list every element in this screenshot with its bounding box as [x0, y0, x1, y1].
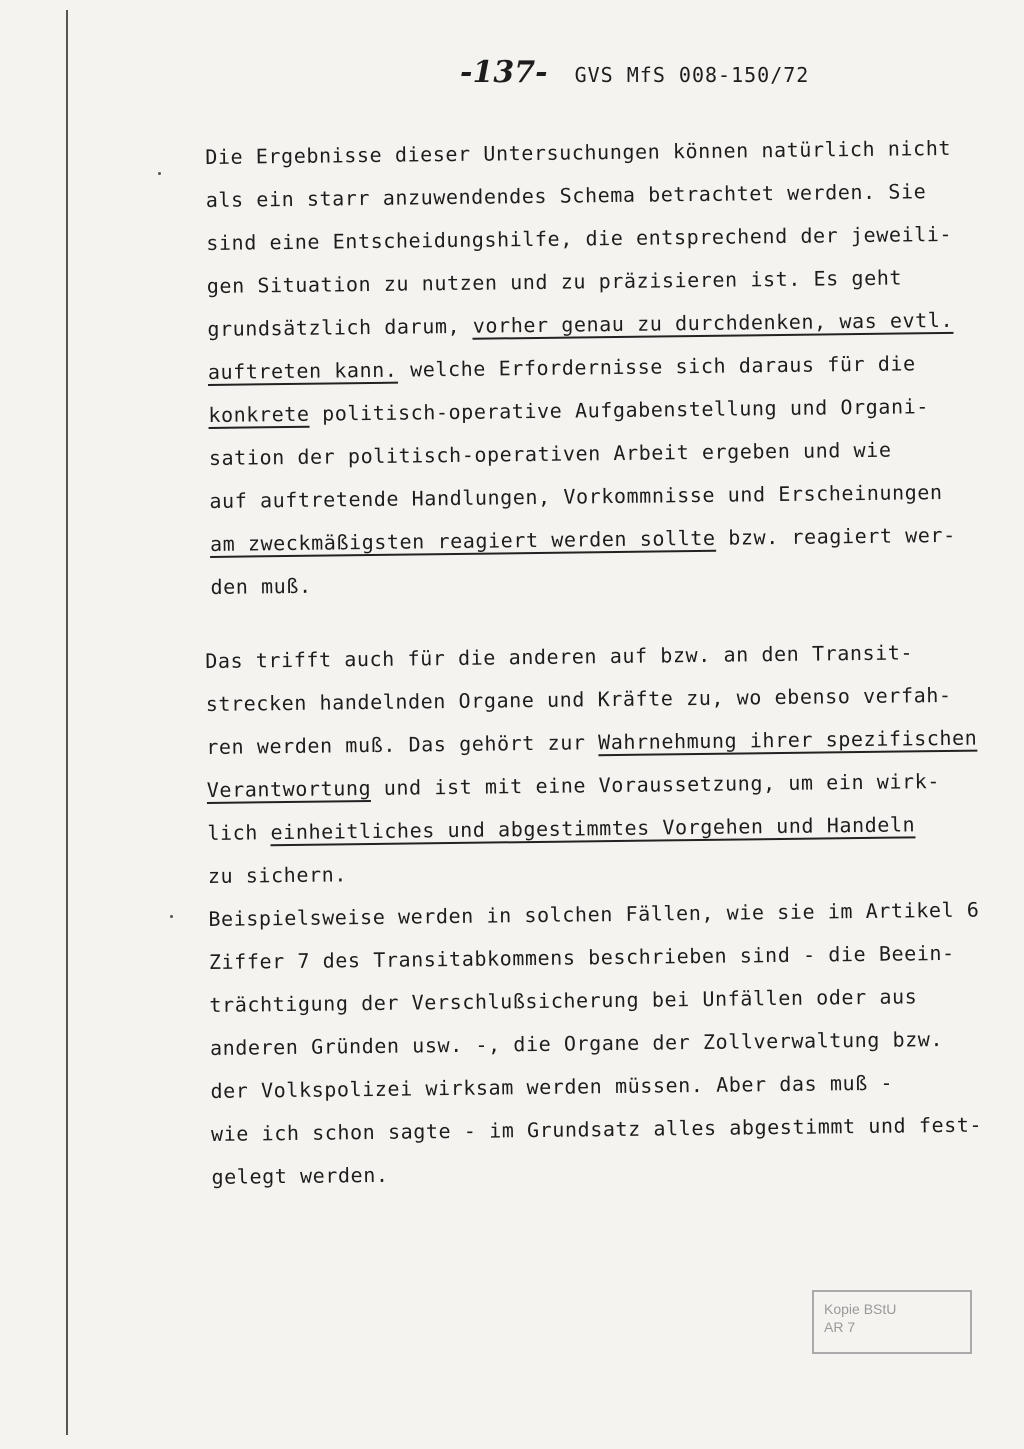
text-segment: wie ich schon sagte - im Grundsatz alles abgestimmt und fest-	[210, 1112, 983, 1146]
scan-speck	[170, 915, 173, 918]
text-segment: bzw. reagiert wer-	[715, 522, 956, 550]
document-reference: GVS MfS 008-150/72	[574, 63, 810, 87]
text-segment: als ein starr anzuwendendes Schema betrachtet werden. Sie	[205, 179, 927, 212]
text-segment: gen Situation zu nutzen und zu präzisieren ist. Es geht	[206, 265, 903, 298]
text-segment: trächtigung der Verschlußsicherung bei Unfällen oder aus	[209, 984, 918, 1017]
page-header	[460, 55, 809, 90]
underlined-text: am zweckmäßigsten reagiert werden sollte	[209, 525, 716, 556]
text-segment: zu sichern.	[207, 862, 348, 888]
text-segment: auf auftretende Handlungen, Vorkommnisse und Erscheinungen	[209, 480, 943, 513]
text-segment: den muß.	[210, 573, 312, 599]
text-segment: ren werden muß. Das gehört zur	[206, 730, 599, 759]
text-segment: Die Ergebnisse dieser Untersuchungen können natürlich nicht	[205, 135, 952, 169]
stamp-line-2: AR 7	[824, 1319, 856, 1335]
text-segment: anderen Gründen usw. -, die Organe der Zollverwaltung bzw.	[209, 1027, 944, 1060]
paragraph-1	[205, 126, 1001, 609]
text-segment: der Volkspolizei wirksam werden müssen. Aber das muß -	[210, 1070, 894, 1103]
paragraph-2	[205, 630, 1002, 1199]
text-segment: Beispielsweise werden in solchen Fällen, wie sie im Artikel 6	[208, 897, 980, 931]
text-segment: gelegt werden.	[211, 1162, 389, 1189]
page-number: -137-	[460, 55, 548, 90]
text-segment: politisch-operative Aufgabenstellung und Organi-	[309, 394, 930, 426]
archive-stamp	[812, 1290, 972, 1354]
text-segment: sind eine Entscheidungshilfe, die entsprechend der jeweili-	[206, 221, 953, 255]
underlined-text: Verantwortung	[206, 775, 372, 802]
underlined-text: auftreten kann.	[207, 357, 398, 384]
text-segment: welche Erfordernisse sich daraus für die	[397, 351, 916, 382]
underlined-text: einheitliches und abgestimmtes Vorgehen und Handeln	[270, 812, 916, 845]
scan-speck	[158, 172, 161, 175]
text-segment: grundsätzlich darum,	[207, 313, 473, 341]
text-segment: lich	[207, 820, 271, 845]
underlined-text: konkrete	[208, 401, 310, 427]
text-line	[211, 1146, 1001, 1199]
text-segment: und ist mit eine Voraussetzung, um ein wirk-	[371, 769, 941, 800]
underlined-text: Wahrnehmung ihrer spezifischen	[598, 725, 978, 755]
stamp-line-1: Kopie BStU	[824, 1301, 897, 1317]
left-margin-line	[66, 10, 68, 1435]
underlined-text: vorher genau zu durchdenken, was evtl.	[472, 307, 954, 338]
text-segment: strecken handelnden Organe und Kräfte zu, wo ebenso verfah-	[205, 682, 952, 716]
text-segment: Ziffer 7 des Transitabkommens beschrieben sind - die Beein-	[208, 940, 955, 974]
text-segment: Das trifft auch für die anderen auf bzw. an den Transit-	[205, 640, 914, 673]
text-segment: sation der politisch-operativen Arbeit ergeben und wie	[208, 437, 892, 470]
